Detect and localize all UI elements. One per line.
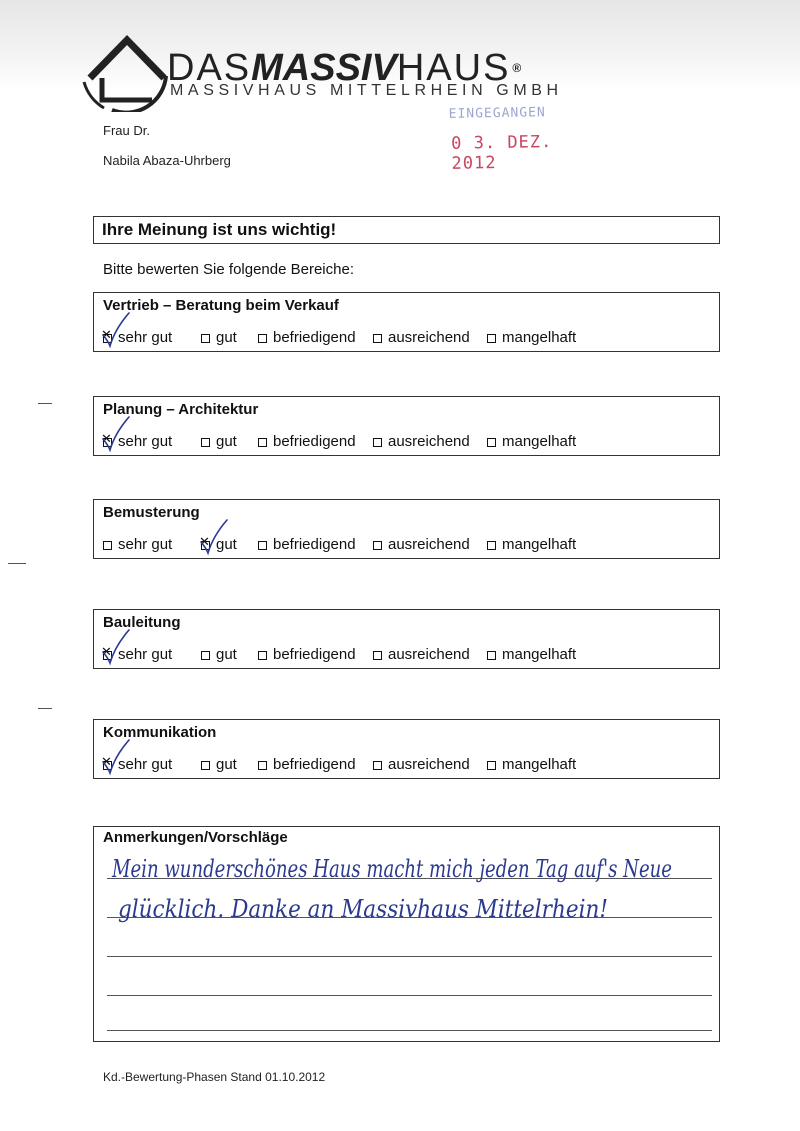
option-label: ausreichend bbox=[388, 756, 470, 773]
option-label: mangelhaft bbox=[502, 329, 577, 346]
option-label: sehr gut bbox=[118, 329, 173, 346]
stamp-date: 0 3. DEZ. 2012 bbox=[451, 132, 553, 174]
option-label: gut bbox=[216, 329, 237, 346]
cross-mark-icon: ✕ bbox=[101, 432, 112, 447]
cross-mark-icon: ✕ bbox=[199, 535, 210, 550]
option-label: mangelhaft bbox=[502, 536, 577, 553]
section-title: Bauleitung bbox=[103, 614, 181, 631]
scan-margin-mark bbox=[38, 708, 52, 709]
option-label: ausreichend bbox=[388, 329, 470, 346]
section-title: Bemusterung bbox=[103, 504, 200, 521]
section-title: Planung – Architektur bbox=[103, 401, 259, 418]
handwritten-line-2: glücklich. Danke an Massivhaus Mittelrhein! bbox=[118, 895, 608, 923]
option-label: sehr gut bbox=[118, 646, 173, 663]
brand-part-das: DAS bbox=[167, 47, 252, 89]
addressee-title: Frau Dr. bbox=[103, 123, 150, 138]
option-label: gut bbox=[216, 536, 237, 553]
cross-mark-icon: ✕ bbox=[101, 645, 112, 660]
intro-text: Bitte bewerten Sie folgende Bereiche: bbox=[103, 261, 354, 278]
brand-subtitle: MASSIVHAUS MITTELRHEIN GMBH bbox=[170, 82, 563, 99]
option-label: mangelhaft bbox=[502, 433, 577, 450]
scan-margin-mark bbox=[38, 403, 52, 404]
option-label: befriedigend bbox=[273, 329, 356, 346]
option-label: befriedigend bbox=[273, 646, 356, 663]
remarks-title: Anmerkungen/Vorschläge bbox=[103, 829, 288, 846]
option-label: mangelhaft bbox=[502, 756, 577, 773]
option-label: befriedigend bbox=[273, 536, 356, 553]
option-label: gut bbox=[216, 756, 237, 773]
section-title: Kommunikation bbox=[103, 724, 217, 741]
section-title: Vertrieb – Beratung beim Verkauf bbox=[103, 297, 339, 314]
option-label: sehr gut bbox=[118, 536, 173, 553]
stamp-label: EINGEGANGEN bbox=[448, 105, 546, 122]
scan-margin-mark bbox=[8, 563, 26, 564]
cross-mark-icon: ✕ bbox=[101, 328, 112, 343]
addressee-name: Nabila Abaza-Uhrberg bbox=[103, 153, 231, 168]
option-label: ausreichend bbox=[388, 646, 470, 663]
option-label: gut bbox=[216, 433, 237, 450]
option-label: mangelhaft bbox=[502, 646, 577, 663]
brand-part-haus: HAUS bbox=[396, 47, 511, 89]
option-label: befriedigend bbox=[273, 433, 356, 450]
option-label: ausreichend bbox=[388, 536, 470, 553]
option-label: ausreichend bbox=[388, 433, 470, 450]
page-heading: Ihre Meinung ist uns wichtig! bbox=[102, 220, 337, 239]
cross-mark-icon: ✕ bbox=[101, 755, 112, 770]
option-label: befriedigend bbox=[273, 756, 356, 773]
option-label: sehr gut bbox=[118, 756, 173, 773]
footer-version: Kd.-Bewertung-Phasen Stand 01.10.2012 bbox=[103, 1070, 326, 1084]
handwritten-line-1: Mein wunderschönes Haus macht mich jeden Tag auf's Neue bbox=[111, 855, 673, 883]
option-label: sehr gut bbox=[118, 433, 173, 450]
registered-mark: ® bbox=[512, 61, 523, 75]
option-label: gut bbox=[216, 646, 237, 663]
brand-part-massiv: MASSIV bbox=[251, 47, 397, 89]
